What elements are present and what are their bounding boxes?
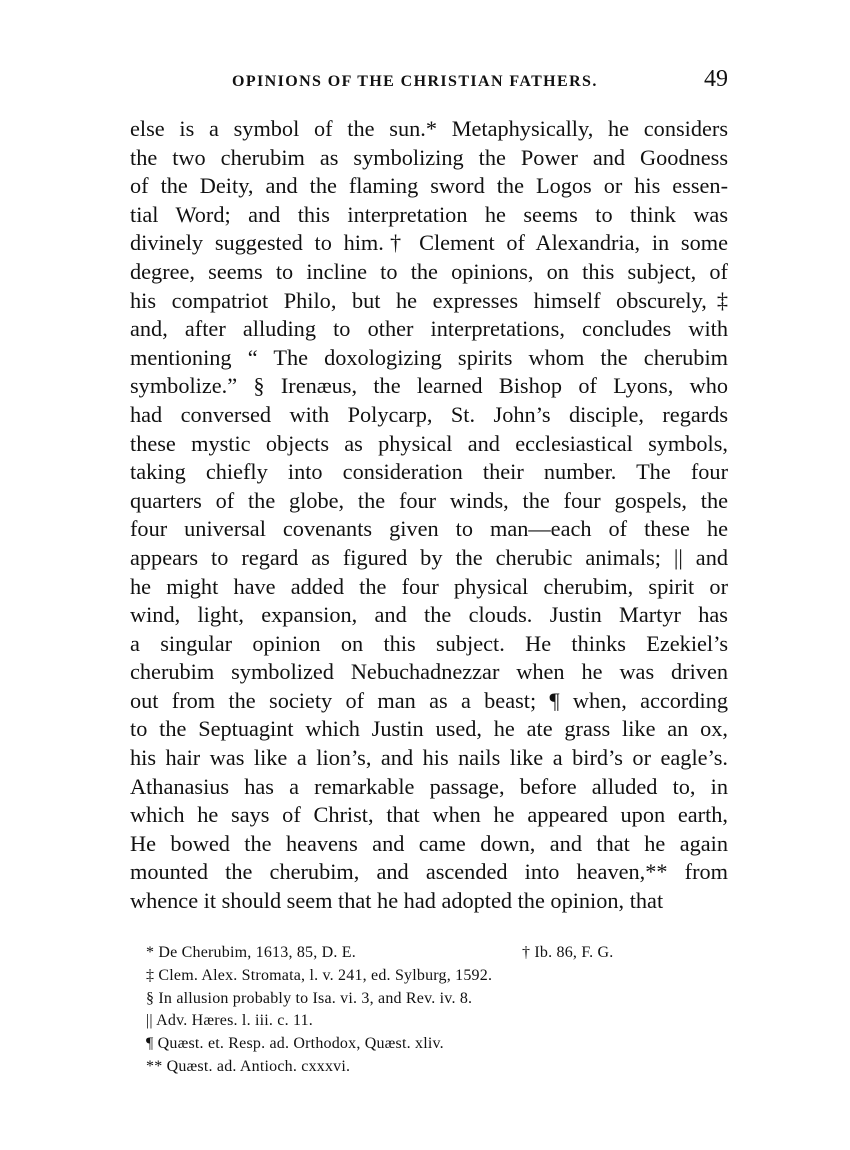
text-line: four universal covenants given to man—each of these he (130, 516, 728, 542)
text-line: symbolize.” § Irenæus, the learned Bishop of Lyons, who (130, 373, 728, 399)
text-line: his hair was like a lion’s, and his nails like a bird’s or eagle’s. (130, 745, 728, 771)
footnote-1-text: * De Cherubim, 1613, 85, D. E. (146, 944, 356, 961)
text-line: divinely suggested to him.† Clement of Alexandria, in some (130, 230, 728, 256)
footnote-6: ¶ Quæst. et. Resp. ad. Orthodox, Quæst. xliv. (146, 1035, 444, 1053)
text-line: quarters of the globe, the four winds, the four gospels, the (130, 487, 728, 513)
text-line: out from the society of man as a beast; ¶ when, according (130, 687, 728, 713)
text-line: degree, seems to incline to the opinions, on this subject, of (130, 258, 728, 284)
footnote-2-text: † Ib. 86, F. G. (522, 944, 614, 961)
footnote-3: ‡ Clem. Alex. Stromata, l. v. 241, ed. Sylburg, 1592. (146, 966, 493, 984)
text-line: tial Word; and this interpretation he seems to think was (130, 201, 728, 227)
text-line: he might have added the four physical cherubim, spirit or (130, 573, 728, 599)
text-line: which he says of Christ, that when he appeared upon earth, (130, 802, 728, 828)
page-header (130, 66, 730, 96)
text-line: of the Deity, and the flaming sword the Logos or his essen- (130, 173, 728, 199)
footnote-7: ** Quæst. ad. Antioch. cxxxvi. (146, 1057, 351, 1075)
running-head: OPINIONS OF THE CHRISTIAN FATHERS. (232, 73, 598, 90)
footnote-4: § In allusion probably to Isa. vi. 3, and Rev. iv. 8. (146, 989, 473, 1007)
text-line: taking chiefly into consideration their number. The four (130, 459, 728, 485)
text-line: mentioning “ The doxologizing spirits whom the cherubim (130, 344, 728, 370)
text-line: Athanasius has a remarkable passage, before alluded to, in (130, 773, 728, 799)
text-line: He bowed the heavens and came down, and that he again (130, 830, 728, 856)
footnotes (146, 942, 706, 1079)
body-text (130, 115, 728, 916)
page-number: 49 (704, 66, 728, 92)
footnote-1 (146, 942, 706, 965)
text-line: the two cherubim as symbolizing the Power and Goodness (130, 144, 728, 170)
text-line: cherubim symbolized Nebuchadnezzar when he was driven (130, 659, 728, 685)
text-line: wind, light, expansion, and the clouds. Justin Martyr has (130, 602, 728, 628)
footnote-5: || Adv. Hæres. l. iii. c. 11. (146, 1012, 314, 1030)
text-line: to the Septuagint which Justin used, he ate grass like an ox, (130, 716, 728, 742)
text-line: and, after alluding to other interpretations, concludes with (130, 316, 728, 342)
text-line: had conversed with Polycarp, St. John’s disciple, regards (130, 401, 728, 427)
text-line: else is a symbol of the sun.* Metaphysically, he considers (130, 116, 728, 141)
text-line: his compatriot Philo, but he expresses himself obscurely,‡ (130, 287, 728, 313)
text-line: mounted the cherubim, and ascended into heaven,** from (130, 859, 728, 885)
text-line: whence it should seem that he had adopted the opinion, that (130, 888, 664, 914)
text-line: appears to regard as figured by the cherubic animals; || and (130, 544, 728, 570)
text-line: a singular opinion on this subject. He thinks Ezekiel’s (130, 630, 728, 656)
text-line: these mystic objects as physical and ecclesiastical symbols, (130, 430, 728, 456)
